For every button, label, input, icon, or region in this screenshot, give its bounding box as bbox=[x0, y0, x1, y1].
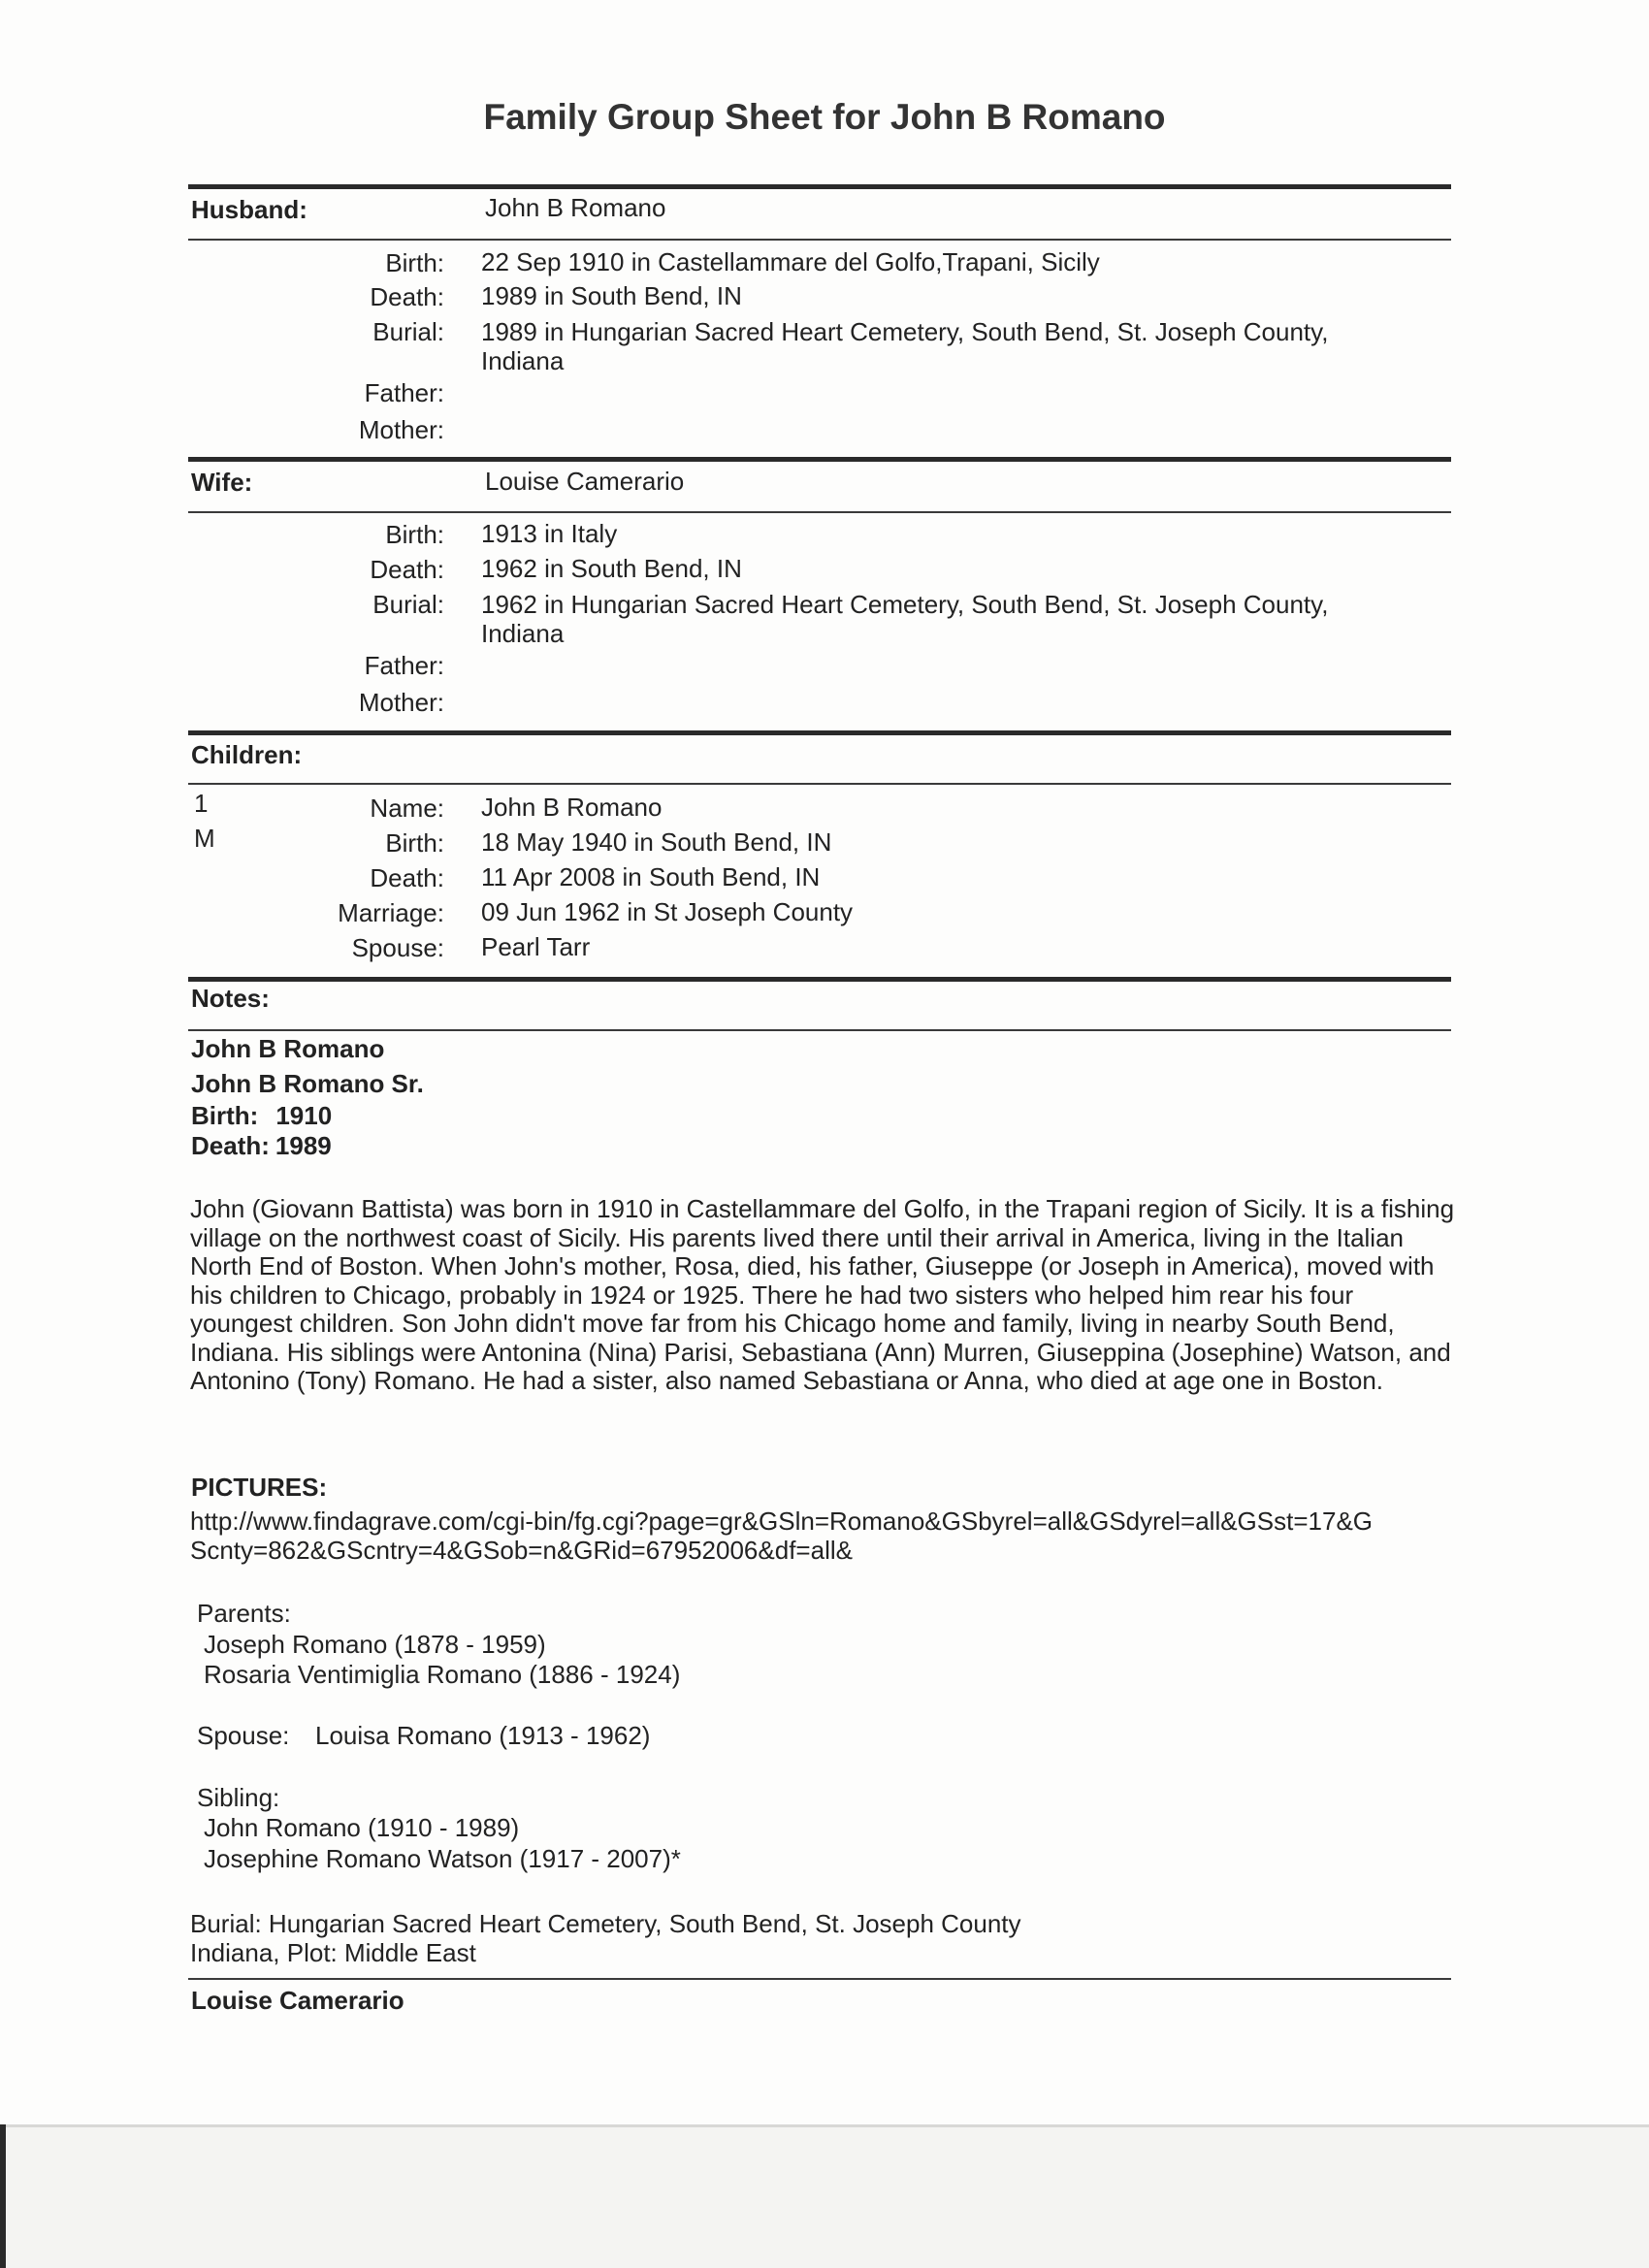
notes-death bbox=[191, 1131, 332, 1161]
child-sex: M bbox=[194, 824, 215, 853]
wife-birth-value: 1913 in Italy bbox=[481, 519, 618, 548]
burial-note-line2: Indiana, Plot: Middle East bbox=[190, 1938, 476, 1967]
notes-birth bbox=[191, 1101, 332, 1131]
findagrave-url-line1: http://www.findagrave.com/cgi-bin/fg.cgi?page=gr&GSln=Romano&GSbyrel=all&GSdyrel=all&GSst=17&G bbox=[190, 1507, 1374, 1536]
husband-mother-label: Mother: bbox=[358, 415, 444, 444]
husband-birth-value: 22 Sep 1910 in Castellammare del Golfo,Trapani, Sicily bbox=[481, 247, 1100, 276]
findagrave-url-line2: Scnty=862&GScntry=4&GSob=n&GRid=67952006&df=all& bbox=[190, 1536, 853, 1565]
husband-death-value: 1989 in South Bend, IN bbox=[481, 281, 742, 310]
sibling-item: John Romano (1910 - 1989) bbox=[204, 1813, 520, 1842]
divider bbox=[188, 511, 1451, 513]
child-marriage-label: Marriage: bbox=[338, 898, 444, 927]
wife-name: Louise Camerario bbox=[485, 467, 685, 496]
divider bbox=[188, 783, 1451, 785]
wife-burial-label: Burial: bbox=[372, 590, 444, 619]
notes-death-year: 1989 bbox=[275, 1131, 332, 1160]
notes-death-label: Death: bbox=[191, 1131, 270, 1160]
biography-paragraph: John (Giovann Battista) was born in 1910 in Castellammare del Golfo, in the Trapani region of Sicily. It is a fishing village on the northwest coast of Sicily. His parents lived there until their arrival in America, living in the Italian North End of Boston. When John's mother, Rosa, died, his father, Giuseppe (or Joseph in America), moved with his children to Chicago, probably in 1924 or 1925. There he had two sisters who helped him rear his four youngest children. Son John didn't move far from his Chicago home and family, living in nearby South Bend, Indiana. His siblings were Antonina (Nina) Parisi, Sebastiana (Ann) Murren, Giuseppina (Josephine) Watson, and Antonino (Tony) Romano. He had a sister, also named Sebastiana or Anna, who died at age one in Boston. bbox=[190, 1194, 1455, 1395]
parent-item: Joseph Romano (1878 - 1959) bbox=[204, 1630, 546, 1659]
child-death-label: Death: bbox=[370, 863, 444, 892]
child-birth-label: Birth: bbox=[385, 828, 444, 858]
child-birth-value: 18 May 1940 in South Bend, IN bbox=[481, 827, 832, 857]
scan-edge bbox=[0, 2124, 6, 2268]
pictures-label: PICTURES: bbox=[191, 1473, 328, 1502]
wife-birth-label: Birth: bbox=[385, 520, 444, 549]
spouse-label: Spouse: bbox=[197, 1721, 290, 1750]
child-spouse-value: Pearl Tarr bbox=[481, 932, 591, 961]
wife-burial-value: 1962 in Hungarian Sacred Heart Cemetery, South Bend, St. Joseph County, bbox=[481, 590, 1329, 619]
page-title: Family Group Sheet for John B Romano bbox=[483, 97, 1166, 137]
wife-mother-label: Mother: bbox=[358, 688, 444, 717]
divider bbox=[188, 1029, 1451, 1031]
section-divider bbox=[188, 457, 1451, 462]
footer-name: Louise Camerario bbox=[191, 1986, 404, 2015]
wife-father-label: Father: bbox=[364, 651, 444, 680]
husband-label: Husband: bbox=[191, 195, 307, 224]
child-marriage-value: 09 Jun 1962 in St Joseph County bbox=[481, 897, 854, 926]
burial-note-line1: Burial: Hungarian Sacred Heart Cemetery, South Bend, St. Joseph County bbox=[190, 1909, 1021, 1938]
wife-death-value: 1962 in South Bend, IN bbox=[481, 554, 742, 583]
child-name-label: Name: bbox=[370, 794, 444, 823]
husband-father-label: Father: bbox=[364, 378, 444, 407]
section-divider bbox=[188, 184, 1451, 189]
section-divider bbox=[188, 730, 1451, 735]
notes-header-name-sr: John B Romano Sr. bbox=[191, 1069, 424, 1098]
sibling-label: Sibling: bbox=[197, 1783, 280, 1812]
scan-edge bbox=[0, 2124, 1649, 2127]
child-death-value: 11 Apr 2008 in South Bend, IN bbox=[481, 862, 821, 891]
husband-death-label: Death: bbox=[370, 282, 444, 311]
divider bbox=[188, 1978, 1451, 1980]
notes-birth-label: Birth: bbox=[191, 1101, 259, 1130]
child-spouse-label: Spouse: bbox=[351, 933, 444, 962]
parent-item: Rosaria Ventimiglia Romano (1886 - 1924) bbox=[204, 1660, 681, 1689]
sibling-item: Josephine Romano Watson (1917 - 2007)* bbox=[204, 1844, 681, 1873]
wife-burial-value-cont: Indiana bbox=[481, 619, 565, 648]
parents-label: Parents: bbox=[197, 1599, 291, 1628]
husband-name: John B Romano bbox=[485, 193, 666, 222]
child-name-value: John B Romano bbox=[481, 793, 663, 822]
husband-birth-label: Birth: bbox=[385, 248, 444, 277]
children-label: Children: bbox=[191, 740, 303, 769]
notes-birth-year: 1910 bbox=[275, 1101, 333, 1130]
divider bbox=[188, 239, 1451, 241]
husband-burial-value-cont: Indiana bbox=[481, 346, 565, 375]
notes-label: Notes: bbox=[191, 984, 270, 1013]
section-divider bbox=[188, 977, 1451, 982]
notes-header-name: John B Romano bbox=[191, 1034, 385, 1063]
wife-death-label: Death: bbox=[370, 555, 444, 584]
spouse-value: Louisa Romano (1913 - 1962) bbox=[315, 1721, 651, 1750]
child-index: 1 bbox=[194, 789, 209, 818]
husband-burial-label: Burial: bbox=[372, 317, 444, 346]
husband-burial-value: 1989 in Hungarian Sacred Heart Cemetery, South Bend, St. Joseph County, bbox=[481, 317, 1329, 346]
wife-label: Wife: bbox=[191, 468, 253, 497]
